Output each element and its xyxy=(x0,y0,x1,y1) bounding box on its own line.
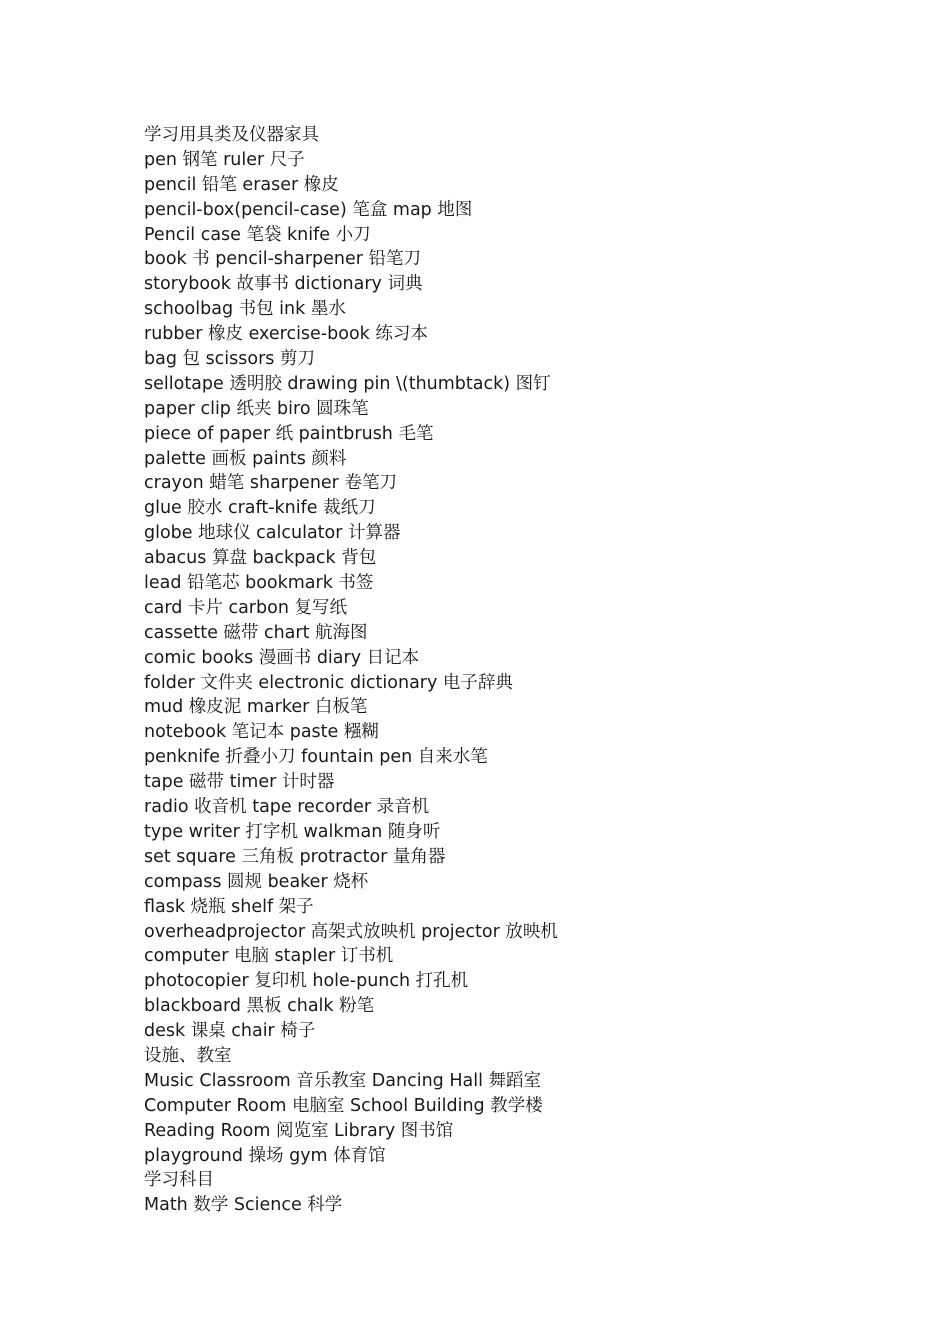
text-line: cassette 磁带 chart 航海图 xyxy=(144,622,368,643)
text-line: palette 画板 paints 颜料 xyxy=(144,448,347,469)
text-line: radio 收音机 tape recorder 录音机 xyxy=(144,797,430,818)
text-line: Reading Room 阅览室 Library 图书馆 xyxy=(144,1120,454,1141)
text-line: computer 电脑 stapler 订书机 xyxy=(144,946,394,967)
text-line: piece of paper 纸 paintbrush 毛笔 xyxy=(144,423,434,444)
text-line: rubber 橡皮 exercise-book 练习本 xyxy=(144,324,428,345)
text-line: globe 地球仪 calculator 计算器 xyxy=(144,523,401,544)
text-line: mud 橡皮泥 marker 白板笔 xyxy=(144,697,368,718)
text-line: comic books 漫画书 diary 日记本 xyxy=(144,647,420,668)
text-line: storybook 故事书 dictionary 词典 xyxy=(144,274,423,295)
text-line: 学习用具类及仪器家具 xyxy=(144,125,319,145)
text-line: lead 铅笔芯 bookmark 书签 xyxy=(144,573,374,594)
text-line: playground 操场 gym 体育馆 xyxy=(144,1145,386,1166)
text-line: photocopier 复印机 hole-punch 打孔机 xyxy=(144,971,469,992)
text-line: pen 钢笔 ruler 尺子 xyxy=(144,149,305,170)
text-line: notebook 笔记本 paste 糨糊 xyxy=(144,722,379,743)
text-line: card 卡片 carbon 复写纸 xyxy=(144,597,347,618)
text-line: Computer Room 电脑室 School Building 教学楼 xyxy=(144,1095,543,1116)
text-line: overheadprojector 高架式放映机 projector 放映机 xyxy=(144,921,558,942)
text-line: bag 包 scissors 剪刀 xyxy=(144,349,315,370)
vocabulary-list xyxy=(144,123,904,1218)
text-line: abacus 算盘 backpack 背包 xyxy=(144,548,377,569)
text-line: Music Classroom 音乐教室 Dancing Hall 舞蹈室 xyxy=(144,1070,541,1091)
text-line: flask 烧瓶 shelf 架子 xyxy=(144,896,314,917)
text-line: compass 圆规 beaker 烧杯 xyxy=(144,871,369,892)
text-line: paper clip 纸夹 biro 圆珠笔 xyxy=(144,398,369,419)
text-line: 设施、教室 xyxy=(144,1045,232,1066)
text-line: blackboard 黑板 chalk 粉笔 xyxy=(144,996,375,1017)
text-line: penknife 折叠小刀 fountain pen 自来水笔 xyxy=(144,747,488,768)
text-line: tape 磁带 timer 计时器 xyxy=(144,772,335,793)
text-line: sellotape 透明胶 drawing pin \(thumbtack) 图钉 xyxy=(144,373,551,394)
text-line: crayon 蜡笔 sharpener 卷笔刀 xyxy=(144,473,397,494)
text-line: 学习科目 xyxy=(144,1170,214,1191)
text-line: Pencil case 笔袋 knife 小刀 xyxy=(144,224,371,245)
text-line: book 书 pencil-sharpener 铅笔刀 xyxy=(144,249,422,270)
text-line: glue 胶水 craft-knife 裁纸刀 xyxy=(144,498,376,519)
text-line: type writer 打字机 walkman 随身听 xyxy=(144,821,441,842)
text-line: set square 三角板 protractor 量角器 xyxy=(144,846,446,867)
text-line: desk 课桌 chair 椅子 xyxy=(144,1021,316,1042)
text-line: pencil 铅笔 eraser 橡皮 xyxy=(144,174,339,195)
text-line: Math 数学 Science 科学 xyxy=(144,1195,343,1216)
text-line: folder 文件夹 electronic dictionary 电子辞典 xyxy=(144,672,513,693)
text-line: schoolbag 书包 ink 墨水 xyxy=(144,299,346,320)
text-line: pencil-box(pencil-case) 笔盒 map 地图 xyxy=(144,199,473,220)
